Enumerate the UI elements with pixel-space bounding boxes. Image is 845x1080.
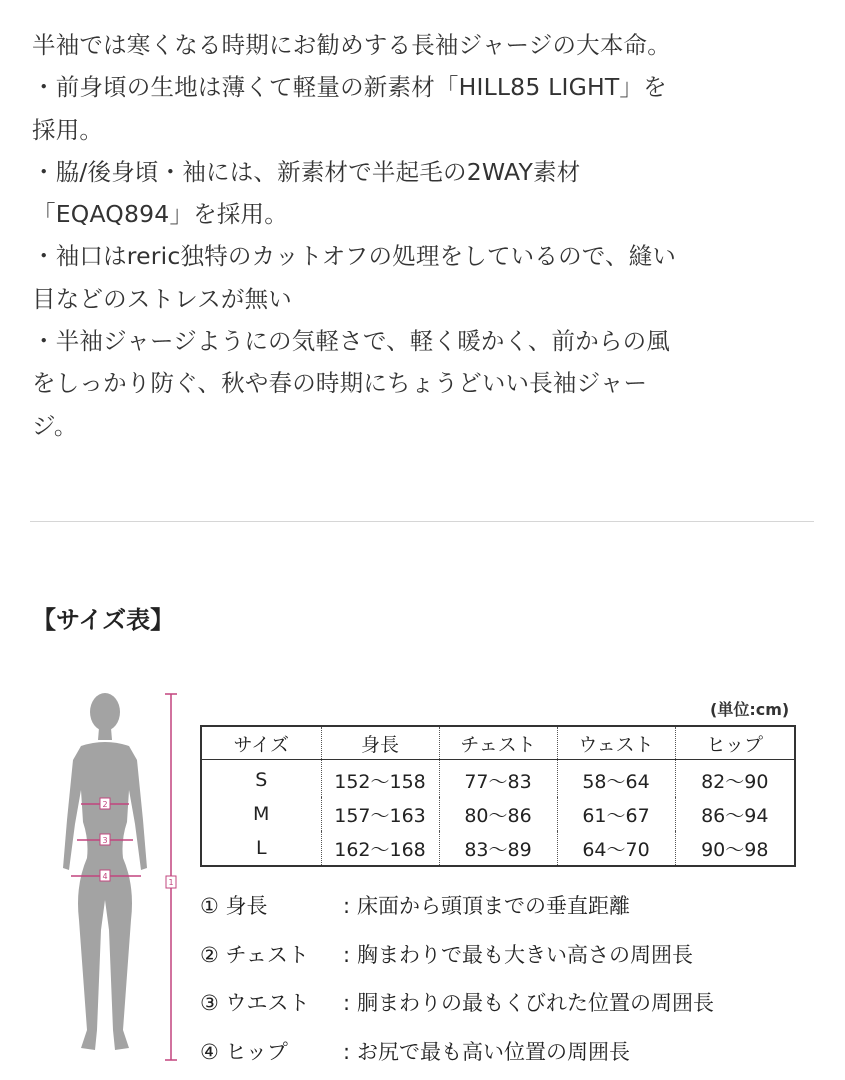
definition-item [200,931,820,980]
height-cell: 157〜163 [321,797,439,831]
definition-key: ① 身長 [200,894,268,918]
column-header-hip: ヒップ [675,726,795,760]
size-chart-title: 【サイズ表】 [32,606,175,634]
description-line: ・半袖ジャージようにの気軽さで、軽く暖かく、前からの風 [32,327,671,356]
size-table-header-row [201,726,795,760]
size-cell: M [253,803,270,825]
hip-cell: 90〜98 [675,831,795,866]
description-line: 半袖では寒くなる時期にお勧めする長袖ジャージの大本命。 [32,31,671,59]
description-line: 「EQAQ894」を採用。 [32,200,288,229]
chest-cell: 77〜83 [439,760,557,798]
waist-marker: 3 [102,836,108,845]
table-row [201,831,795,866]
description-line: 目などのストレスが無い [32,284,292,313]
height-marker: 1 [168,878,174,887]
definition-value: 床面から頭頂までの垂直距離 [357,894,630,918]
product-description [32,24,822,447]
hip-marker: 4 [102,872,108,881]
description-line: をしっかり防ぐ、秋や春の時期にちょうどいい長袖ジャー [32,369,648,398]
waist-cell: 58〜64 [557,760,675,798]
definition-value: 胴まわりの最もくびれた位置の周囲長 [357,991,714,1015]
size-cell: L [255,837,267,859]
size-table [200,725,796,867]
hip-cell: 86〜94 [675,797,795,831]
column-header-size: サイズ [201,726,321,760]
hip-cell: 82〜90 [675,760,795,798]
definition-separator: : [343,991,351,1015]
definition-key: ③ ウエスト [200,991,310,1015]
table-row [201,760,795,798]
definition-key: ④ ヒップ [200,1039,288,1064]
definition-value: お尻で最も高い位置の周囲長 [357,1039,630,1064]
chest-cell: 83〜89 [439,831,557,866]
chest-marker: 2 [102,800,108,809]
definition-separator: : [343,894,351,918]
size-cell: S [255,769,268,791]
definition-item [200,1028,820,1077]
description-line: ・前身頃の生地は薄くて軽量の新素材「HILL85 LIGHT」を [32,73,667,102]
definition-separator: : [343,1039,351,1064]
unit-label: (単位:cm) [710,700,790,719]
measurement-definitions [200,882,820,1076]
description-line: ・脇/後身頃・袖には、新素材で半起毛の2WAY素材 [32,157,581,186]
definition-value: 胸まわりで最も大きい高さの周囲長 [357,942,693,967]
description-line: 採用。 [32,115,104,144]
chest-cell: 80〜86 [439,797,557,831]
height-cell: 152〜158 [321,760,439,798]
definition-separator: : [343,942,351,967]
description-line: ジ。 [32,411,78,440]
height-cell: 162〜168 [321,831,439,866]
waist-cell: 64〜70 [557,831,675,866]
column-header-chest: チェスト [439,726,557,760]
column-header-height: 身長 [321,726,439,760]
table-row [201,797,795,831]
body-figure-illustration [55,690,185,1070]
description-line: ・袖口はreric独特のカットオフの処理をしているので、縫い [32,242,677,271]
column-header-waist: ウェスト [557,726,675,760]
definition-key: ② チェスト [200,942,309,967]
definition-item [200,882,820,931]
section-divider [30,521,814,522]
waist-cell: 61〜67 [557,797,675,831]
definition-item [200,979,820,1028]
